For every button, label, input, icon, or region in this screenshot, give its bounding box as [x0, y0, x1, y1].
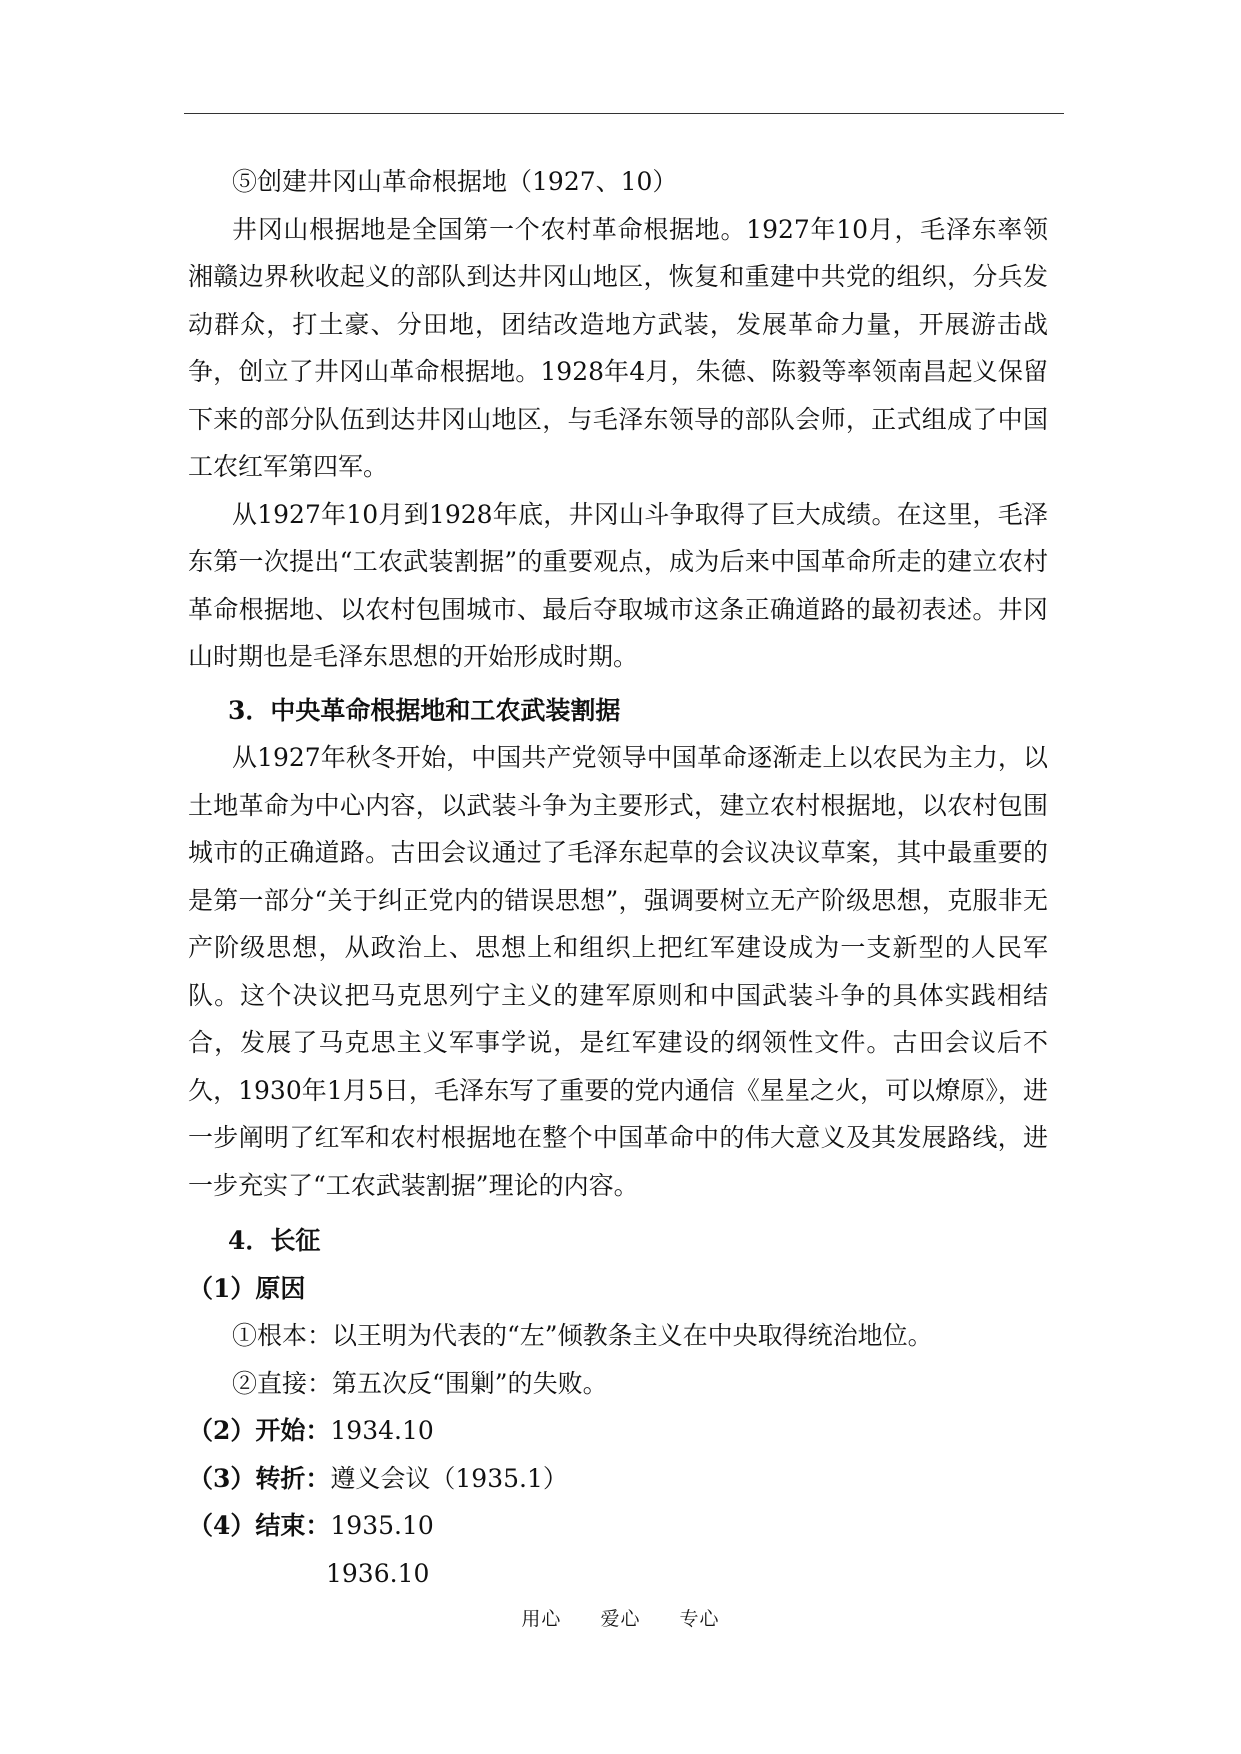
list-item — [188, 1455, 1048, 1503]
footer-text: 用心 — [521, 1608, 562, 1630]
item-label: （1）原因 — [188, 1273, 306, 1303]
item-value: 1934.10 — [330, 1416, 434, 1445]
item-label: （3）转折： — [188, 1463, 331, 1493]
item-label: （4）结束： — [188, 1511, 331, 1540]
header-rule — [184, 113, 1064, 114]
list-item — [188, 1502, 1048, 1550]
document-body — [188, 158, 1048, 1597]
list-item — [188, 1265, 1048, 1313]
section-heading: 3．中央革命根据地和工农武装割据 — [228, 695, 621, 725]
list-item — [188, 1407, 1048, 1455]
item-value: 遵义会议（1935.1） — [330, 1463, 568, 1493]
subsection-title: ⑤创建井冈山革命根据地（1927、10） — [232, 167, 678, 196]
list-item-continuation: 1936.10 — [326, 1558, 430, 1588]
paragraph: 从1927年秋冬开始，中国共产党领导中国革命逐渐走上以农民为主力，以土地革命为中心内容，以武装斗争为主要形式，建立农村根据地，以农村包围城市的正确道路。古田会议通过了毛泽东起草的会议决议草案，其中最重要的是第一部分“关于纠正党内的错误思想”，强调要树立无产阶级思想，克服非无产阶级思想，从政治上、思想上和组织上把红军建设成为一支新型的人民军队。这个决议把马克思列宁主义的建军原则和中国武装斗争的具体实践相结合，发展了马克思主义军事学说，是红军建设的纲领性文件。古田会议后不久，1930年1月5日，毛泽东写了重要的党内通信《星星之火，可以燎原》，进一步阐明了红军和农村根据地在整个中国革命中的伟大意义及其发展路线，进一步充实了“工农武装割据”理论的内容。 — [188, 743, 1048, 1200]
paragraph: 井冈山根据地是全国第一个农村革命根据地。1927年10月，毛泽东率领湘赣边界秋收起义的部队到达井冈山地区，恢复和重建中共党的组织，分兵发动群众，打土豪、分田地，团结改造地方武装，发展革命力量，开展游击战争，创立了井冈山革命根据地。1928年4月，朱德、陈毅等率领南昌起义保留下来的部分队伍到达井冈山地区，与毛泽东领导的部队会师，正式组成了中国工农红军第四军。 — [188, 214, 1048, 481]
item-label: （2）开始： — [188, 1416, 331, 1445]
list-item: ②直接：第五次反“围剿”的失败。 — [232, 1368, 608, 1398]
paragraph: 从1927年10月到1928年底，井冈山斗争取得了巨大成绩。在这里，毛泽东第一次提出“工农武装割据”的重要观点，成为后来中国革命所走的建立农村革命根据地、以农村包围城市、最后夺取城市这条正确道路的最初表述。井冈山时期也是毛泽东思想的开始形成时期。 — [188, 499, 1048, 671]
list-item: ①根本：以王明为代表的“左”倾教条主义在中央取得统治地位。 — [232, 1321, 933, 1350]
item-value: 1935.10 — [330, 1511, 434, 1540]
page-footer — [0, 1604, 1241, 1631]
footer-text: 爱心 — [600, 1608, 641, 1630]
footer-text: 专心 — [679, 1608, 720, 1630]
section-heading: 4．长征 — [228, 1226, 321, 1255]
